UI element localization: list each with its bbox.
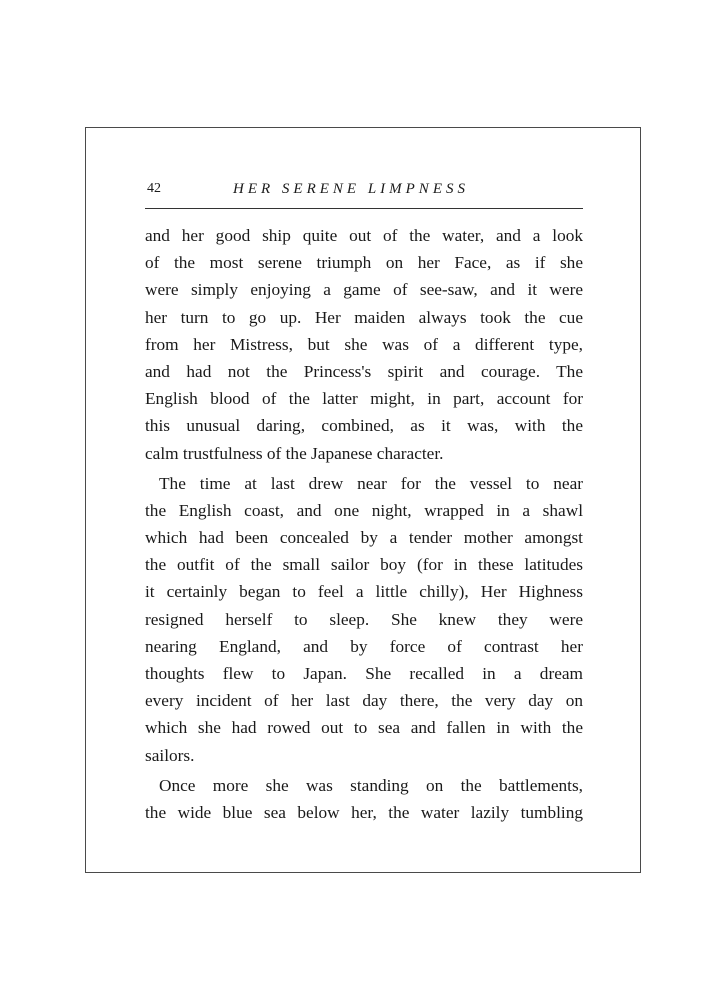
running-header (145, 181, 583, 205)
text-line: the wide blue sea below her, the water lazily tumbling (145, 802, 583, 822)
body-text (145, 222, 583, 826)
text-line: it certainly began to feel a little chilly), Her Highness (145, 582, 583, 602)
paragraph (145, 772, 583, 826)
running-title: HER SERENE LIMPNESS (233, 181, 469, 197)
text-line: nearing England, and by force of contrast her (145, 636, 583, 656)
text-line: the English coast, and one night, wrapped in a shawl (145, 500, 583, 520)
text-line: calm trustfulness of the Japanese character. (145, 443, 444, 463)
text-line: every incident of her last day there, the very day on (145, 691, 583, 711)
text-line: resigned herself to sleep. She knew they were (145, 609, 583, 629)
text-line: which she had rowed out to sea and fallen in with the (145, 718, 583, 738)
text-line: which had been concealed by a tender mother amongst (145, 528, 583, 548)
text-line: sailors. (145, 745, 195, 765)
page-number: 42 (147, 181, 161, 196)
text-line: were simply enjoying a game of see-saw, and it were (145, 280, 583, 300)
text-line: The time at last drew near for the vessel to near (159, 473, 583, 493)
text-line: the outfit of the small sailor boy (for in these latitudes (145, 555, 583, 575)
paragraph (145, 222, 583, 467)
text-line: thoughts flew to Japan. She recalled in a dream (145, 664, 583, 683)
text-line: Once more she was standing on the battlements, (159, 775, 583, 795)
text-line: this unusual daring, combined, as it was, with the (145, 416, 583, 436)
text-line: her turn to go up. Her maiden always took the cue (145, 307, 583, 327)
text-line: from her Mistress, but she was of a different type, (145, 334, 583, 354)
text-line: and her good ship quite out of the water, and a look (145, 226, 583, 245)
text-line: and had not the Princess's spirit and courage. The (145, 361, 583, 381)
text-line: of the most serene triumph on her Face, as if she (145, 253, 583, 273)
paragraph (145, 470, 583, 769)
header-rule (145, 208, 583, 209)
text-line: English blood of the latter might, in part, account for (145, 389, 583, 409)
